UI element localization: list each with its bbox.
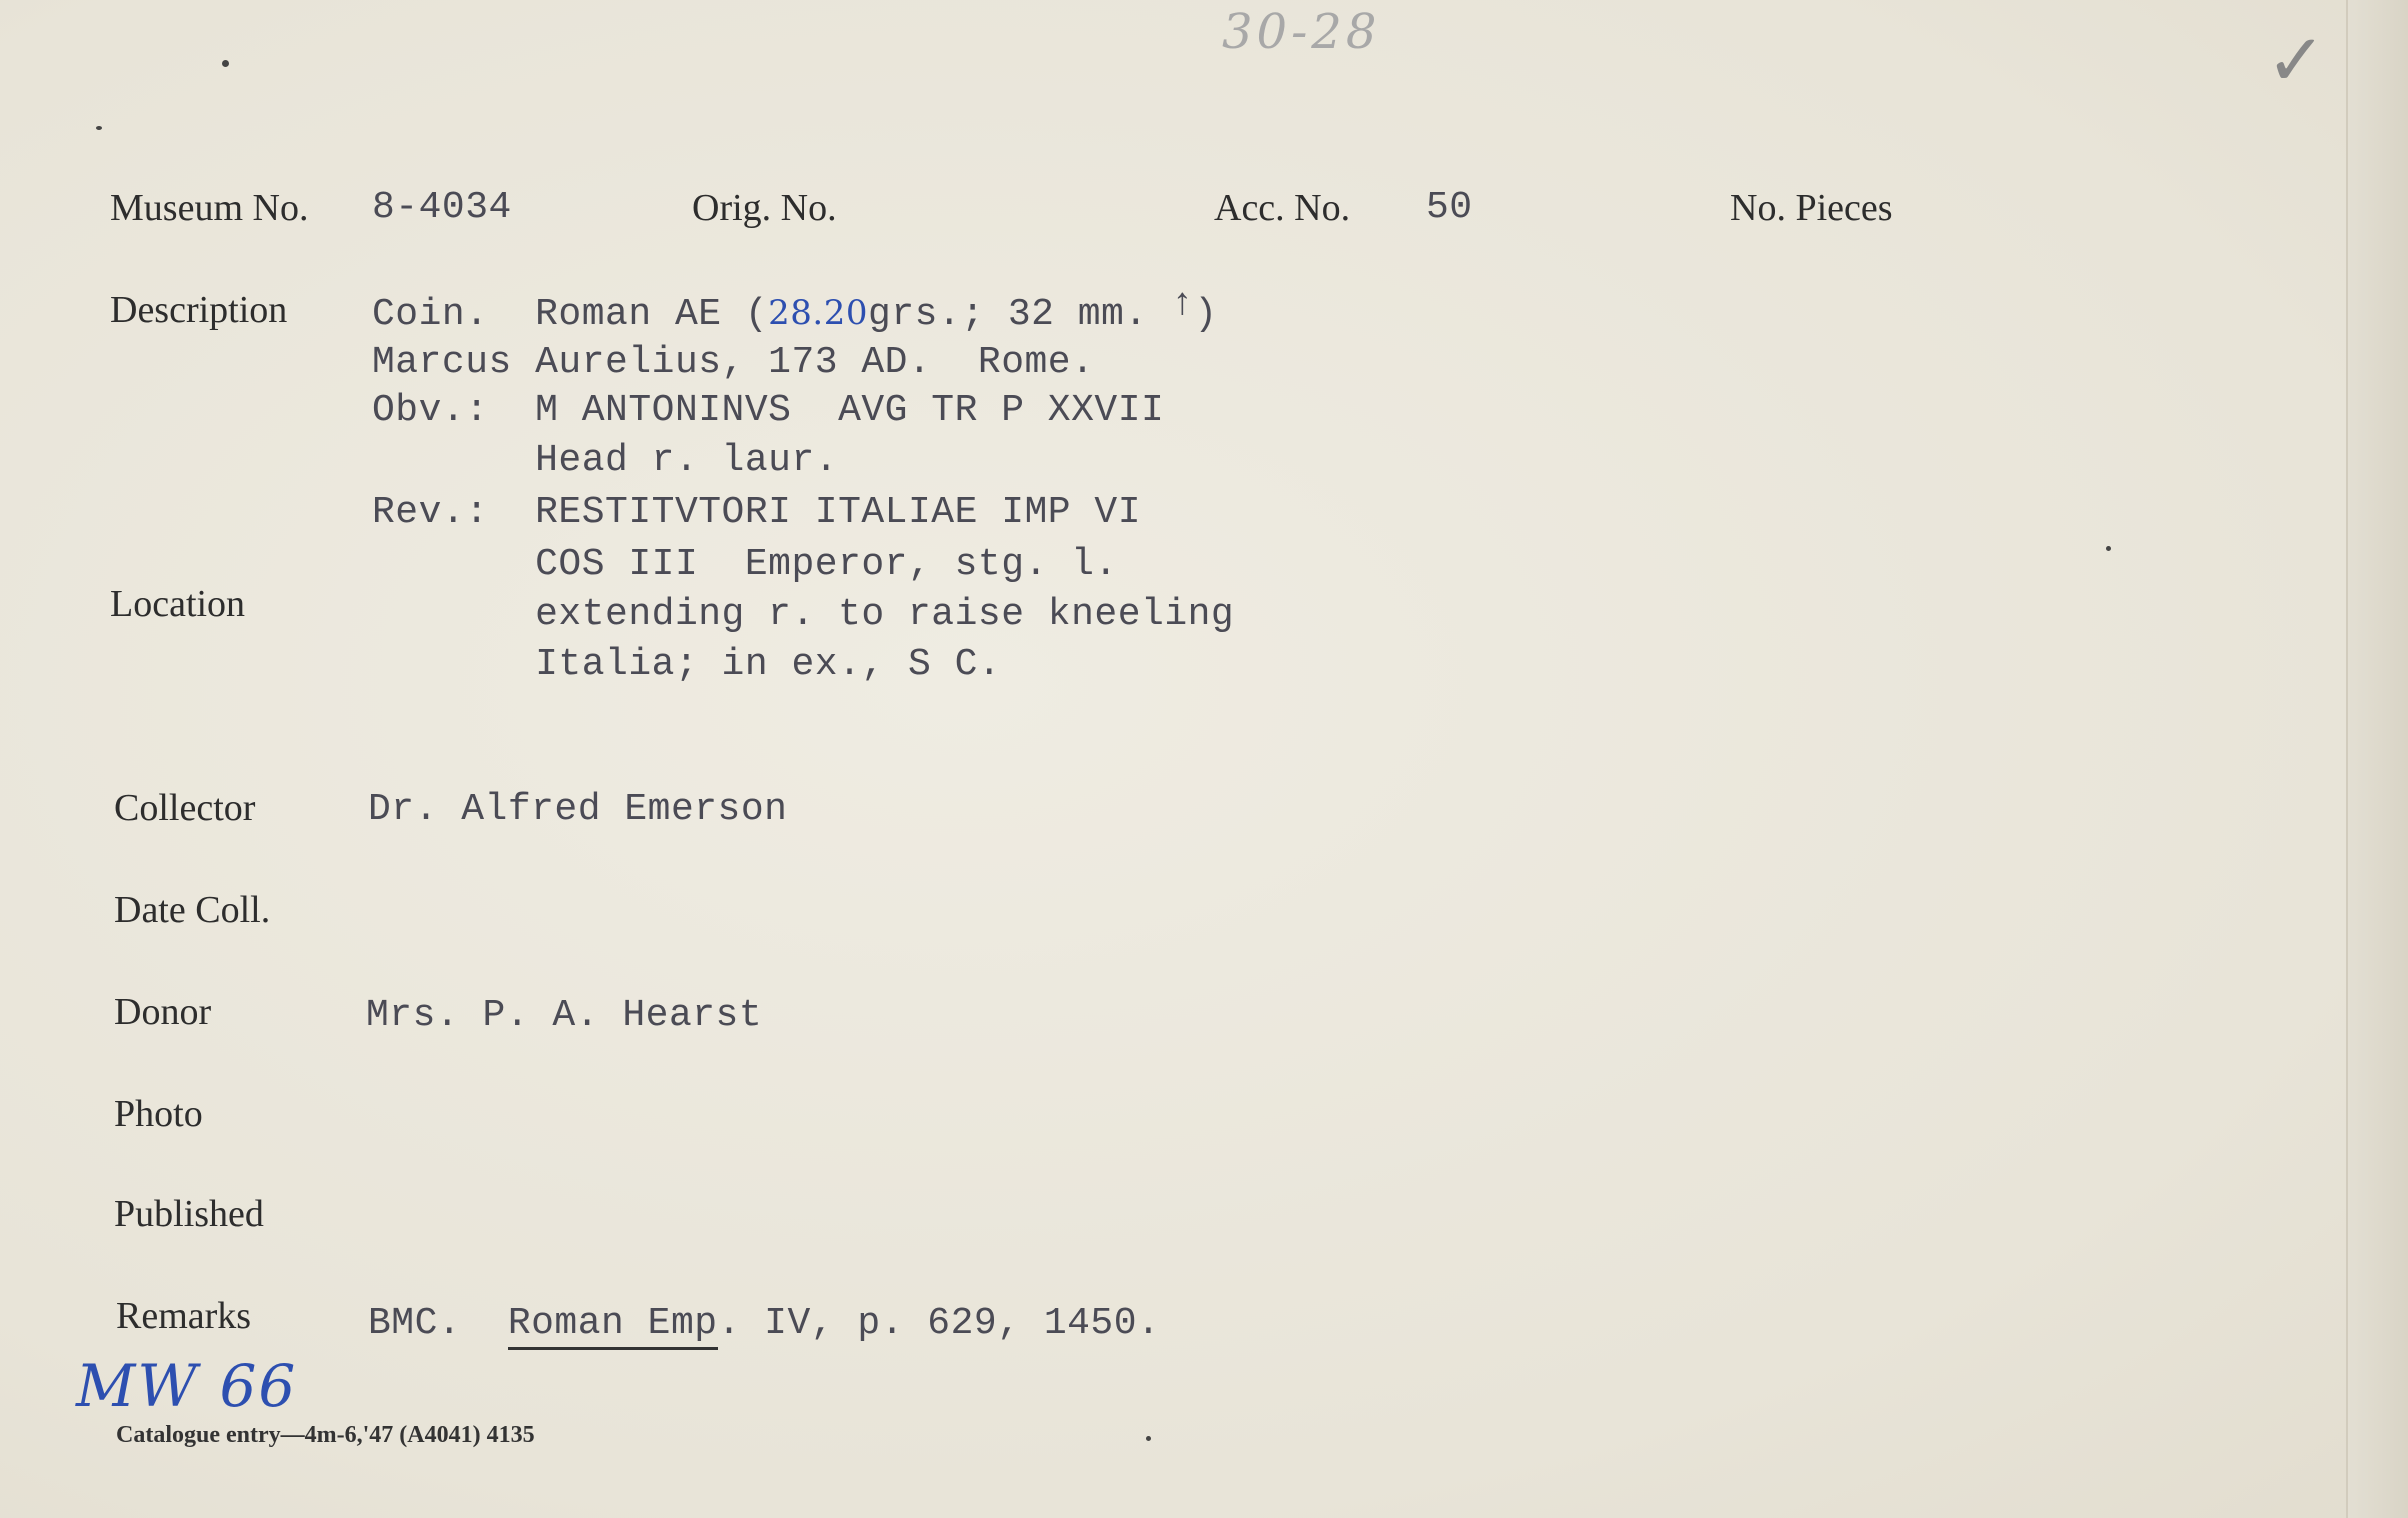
ink-speck (1146, 1436, 1151, 1441)
remarks-prefix: BMC. (368, 1302, 508, 1345)
check-mark-icon: ✓ (2266, 18, 2327, 102)
acc-no-label: Acc. No. (1214, 187, 1351, 229)
location-label: Location (110, 583, 246, 625)
description-label: Description (110, 289, 288, 331)
date-coll-label: Date Coll. (114, 889, 271, 931)
description-line-5: Rev.: RESTITVTORI ITALIAE IMP VI (372, 491, 1142, 534)
donor-value: Mrs. P. A. Hearst (366, 994, 763, 1037)
description-line-6: COS III Emperor, stg. l. (372, 543, 1118, 586)
donor-label: Donor (114, 991, 212, 1033)
no-pieces-label: No. Pieces (1730, 187, 1893, 229)
acc-no-value: 50 (1426, 186, 1473, 229)
orig-no-label: Orig. No. (692, 187, 837, 229)
description-line-1-text: Coin. Roman AE ( (372, 293, 769, 336)
published-label: Published (114, 1193, 264, 1235)
remarks-suffix: . IV, p. 629, 1450. (717, 1302, 1161, 1345)
collector-value: Dr. Alfred Emerson (368, 788, 788, 831)
description-close-paren: ) (1194, 293, 1218, 336)
card-edge (2346, 0, 2408, 1518)
ink-speck (2106, 546, 2111, 551)
description-line-1 (372, 283, 1218, 340)
description-line-2: Marcus Aurelius, 173 AD. Rome. (372, 341, 1095, 384)
remarks-title: Roman Emp (508, 1302, 718, 1350)
arrow-up-icon: ↑ (1170, 283, 1195, 326)
ink-speck (96, 126, 102, 130)
description-block (372, 283, 1235, 788)
museum-no-value: 8-4034 (372, 186, 512, 229)
remarks-label: Remarks (116, 1295, 252, 1337)
description-line-7: extending r. to raise kneeling (372, 593, 1235, 636)
catalogue-footer: Catalogue entry—4m-6,'47 (A4041) 4135 (116, 1422, 535, 1448)
description-line-4: Head r. laur. (372, 439, 839, 482)
photo-label: Photo (114, 1093, 203, 1135)
handwritten-code: MW 66 (76, 1352, 298, 1420)
description-line-1-suffix: grs.; 32 mm. (868, 293, 1171, 336)
pencil-number: 30-28 (1222, 4, 1381, 60)
remarks-value (368, 1302, 1160, 1345)
description-line-3: Obv.: M ANTONINVS AVG TR P XXVII (372, 389, 1165, 432)
museum-no-label: Museum No. (110, 187, 309, 229)
handwritten-weight: 28.20 (768, 293, 869, 333)
description-line-8: Italia; in ex., S C. (372, 643, 1002, 686)
collector-label: Collector (114, 787, 256, 829)
ink-speck (222, 60, 229, 67)
